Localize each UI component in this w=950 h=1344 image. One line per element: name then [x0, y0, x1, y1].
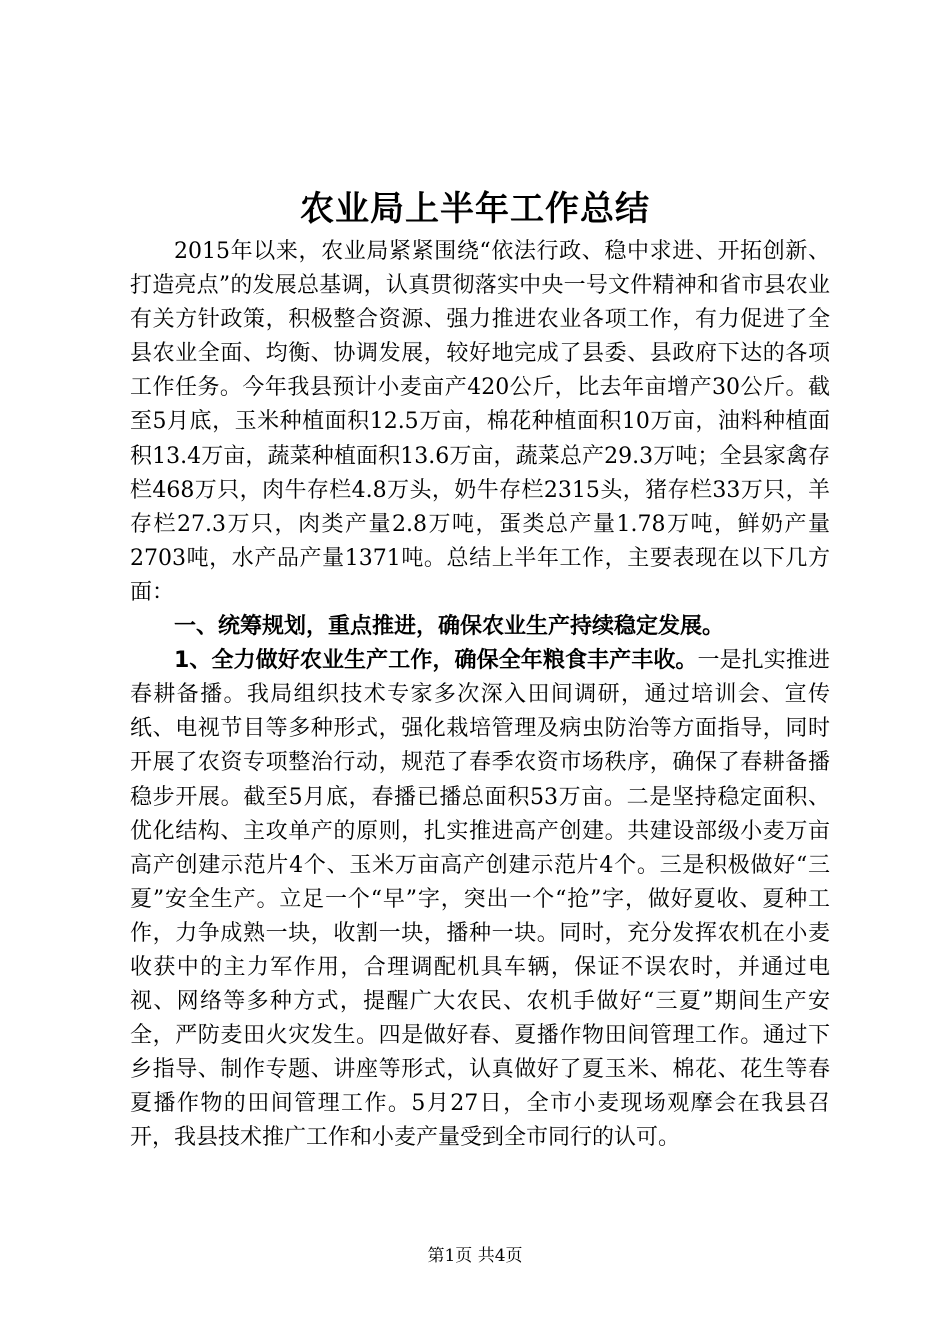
section-heading: 一、统筹规划，重点推进，确保农业生产持续稳定发展。 — [174, 614, 725, 640]
document-body — [130, 235, 830, 1156]
page-footer: 第1页 共4页 — [427, 1246, 523, 1266]
document-title: 农业局上半年工作总结 — [300, 189, 650, 229]
intro-paragraph: 2015年以来，农业局紧紧围绕“依法行政、稳中求进、开拓创新、打造亮点”的发展总基调，认真贯彻落实中央一号文件精神和省市县农业有关方针政策，积极整合资源、强力推进农业各项工作，有力促进了全县农业全面、均衡、协调发展，较好地完成了县委、县政府下达的各项工作任务。今年我县预计小麦亩产420公斤，比去年亩增产30公斤。截至5月底，玉米种植面积12.5万亩，棉花种植面积10万亩，油料种植面积13.4万亩，蔬菜种植面积13.6万亩，蔬菜总产29.3万吨；全县家禽存栏468万只，肉牛存栏4.8万头，奶牛存栏2315头，猪存栏33万只，羊存栏27.3万只，肉类产量2.8万吨，蛋类总产量1.78万吨，鲜奶产量2703吨，水产品产量1371吨。总结上半年工作，主要表现在以下几方面： — [130, 239, 830, 605]
item-paragraph — [130, 644, 830, 1155]
item-body: 一是扎实推进春耕备播。我局组织技术专家多次深入田间调研，通过培训会、宣传纸、电视节目等多种形式，强化栽培管理及病虫防治等方面指导，同时开展了农资专项整治行动，规范了春季农资市场秩序，确保了春耕备播稳步开展。截至5月底，春播已播总面积53万亩。二是坚持稳定面积、优化结构、主攻单产的原则，扎实推进高产创建。共建设部级小麦万亩高产创建示范片4个、玉米万亩高产创建示范片4个。三是积极做好“三夏”安全生产。立足一个“早”字，突出一个“抢”字，做好夏收、夏种工作，力争成熟一块，收割一块，播种一块。同时，充分发挥农机在小麦收获中的主力军作用，合理调配机具车辆，保证不误农时，并通过电视、网络等多种方式，提醒广大农民、农机手做好“三夏”期间生产安全，严防麦田火灾发生。四是做好春、夏播作物田间管理工作。通过下乡指导、制作专题、讲座等形式，认真做好了夏玉米、棉花、花生等春夏播作物的田间管理工作。5月27日，全市小麦现场观摩会在我县召开，我县技术推广工作和小麦产量受到全市同行的认可。 — [130, 648, 830, 1151]
item-lead: 1、全力做好农业生产工作，确保全年粮食丰产丰收。 — [174, 648, 698, 674]
